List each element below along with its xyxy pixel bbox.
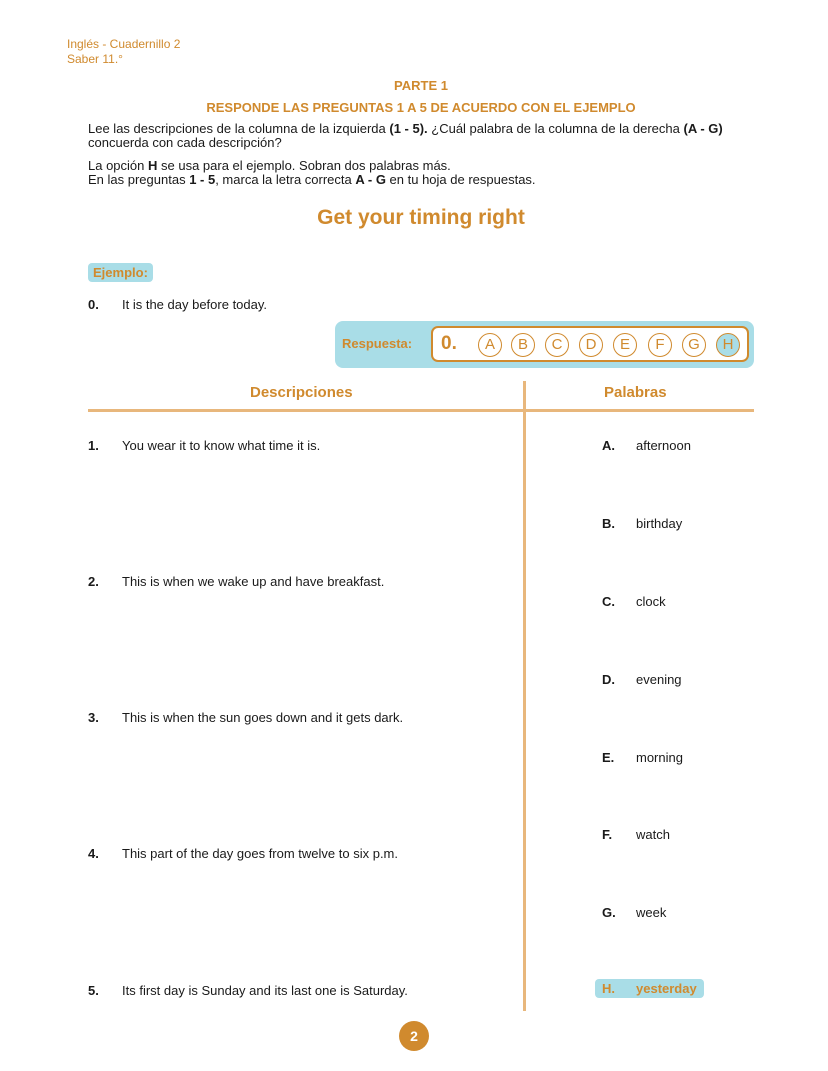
page-number-badge: 2 xyxy=(399,1021,429,1051)
word-text: afternoon xyxy=(636,438,691,453)
word-text: week xyxy=(636,905,667,920)
column-header-words: Palabras xyxy=(604,384,667,401)
question-text: This is when we wake up and have breakfast. xyxy=(122,574,385,589)
instructions-paragraph-2 xyxy=(88,159,758,187)
question-text: You wear it to know what time it is. xyxy=(122,438,321,453)
answer-bubble-a[interactable]: A xyxy=(478,333,502,357)
word-letter: F. xyxy=(602,827,613,842)
column-divider xyxy=(523,381,526,1011)
answer-bubble-h-selected[interactable]: H xyxy=(716,333,740,357)
answer-bubble-c[interactable]: C xyxy=(545,333,569,357)
word-letter: C. xyxy=(602,594,615,609)
question-item xyxy=(88,574,384,589)
answer-bubble-d[interactable]: D xyxy=(579,333,603,357)
question-number: 4. xyxy=(88,846,99,861)
word-option xyxy=(602,750,683,765)
document-header xyxy=(67,37,180,67)
part-title: PARTE 1 xyxy=(394,78,448,93)
word-text: yesterday xyxy=(636,981,697,996)
question-number: 5. xyxy=(88,983,99,998)
word-option xyxy=(602,594,666,609)
instr-bold: H xyxy=(148,158,158,173)
answer-box xyxy=(335,321,754,368)
question-number: 2. xyxy=(88,574,99,589)
column-header-descriptions: Descripciones xyxy=(250,384,353,401)
question-text: Its first day is Sunday and its last one is Saturday. xyxy=(122,983,408,998)
word-option xyxy=(602,905,666,920)
instr-text: se usa para el ejemplo. Sobran dos palabras más. xyxy=(157,158,451,173)
question-item xyxy=(88,983,408,998)
part-subtitle: RESPONDE LAS PREGUNTAS 1 A 5 DE ACUERDO CON EL EJEMPLO xyxy=(206,100,636,115)
example-number: 0. xyxy=(88,297,99,312)
instr-text: en tu hoja de respuestas. xyxy=(385,172,536,187)
header-divider xyxy=(88,409,754,412)
answer-label: Respuesta: xyxy=(342,336,413,351)
instr-bold: (A - G) xyxy=(683,121,723,136)
word-letter: D. xyxy=(602,672,615,687)
word-letter: G. xyxy=(602,905,616,920)
instructions-paragraph-1 xyxy=(88,122,758,150)
word-letter: A. xyxy=(602,438,615,453)
instr-text: La opción xyxy=(88,158,148,173)
word-letter: B. xyxy=(602,516,615,531)
header-subject: Inglés - Cuadernillo 2 xyxy=(67,37,181,51)
instr-text: concuerda con cada descripción? xyxy=(88,135,282,150)
example-badge: Ejemplo: xyxy=(88,263,153,282)
instr-text: , marca la letra correcta xyxy=(215,172,356,187)
instr-text: Lee las descripciones de la columna de la izquierda xyxy=(88,121,390,136)
answer-bubble-f[interactable]: F xyxy=(648,333,672,357)
answer-number: 0. xyxy=(441,333,457,354)
question-item xyxy=(88,710,403,725)
question-text: This is when the sun goes down and it gets dark. xyxy=(122,710,404,725)
word-option xyxy=(602,438,691,453)
word-letter: H. xyxy=(602,981,615,996)
instr-bold: A - G xyxy=(355,172,386,187)
answer-bubble-g[interactable]: G xyxy=(682,333,706,357)
example-question xyxy=(88,297,267,312)
question-number: 1. xyxy=(88,438,99,453)
instr-text: En las preguntas xyxy=(88,172,190,187)
question-item xyxy=(88,846,398,861)
word-letter: E. xyxy=(602,750,615,765)
word-option-example xyxy=(595,979,704,998)
example-text: It is the day before today. xyxy=(122,297,268,312)
question-number: 3. xyxy=(88,710,99,725)
instr-bold: (1 - 5). xyxy=(389,121,428,136)
word-text: birthday xyxy=(636,516,683,531)
word-text: morning xyxy=(636,750,683,765)
word-option xyxy=(602,516,682,531)
word-text: watch xyxy=(636,827,670,842)
header-grade: Saber 11.° xyxy=(67,52,123,66)
question-text: This part of the day goes from twelve to six p.m. xyxy=(122,846,399,861)
answer-bubble-b[interactable]: B xyxy=(511,333,535,357)
instr-bold: 1 - 5 xyxy=(189,172,216,187)
section-title: Get your timing right xyxy=(317,206,525,229)
word-option xyxy=(602,827,670,842)
word-text: clock xyxy=(636,594,666,609)
answer-bubble-e[interactable]: E xyxy=(613,333,637,357)
answer-sheet-row xyxy=(431,326,749,362)
word-text: evening xyxy=(636,672,682,687)
instr-text: ¿Cuál palabra de la columna de la derecha xyxy=(427,121,684,136)
question-item xyxy=(88,438,320,453)
word-option xyxy=(602,672,682,687)
